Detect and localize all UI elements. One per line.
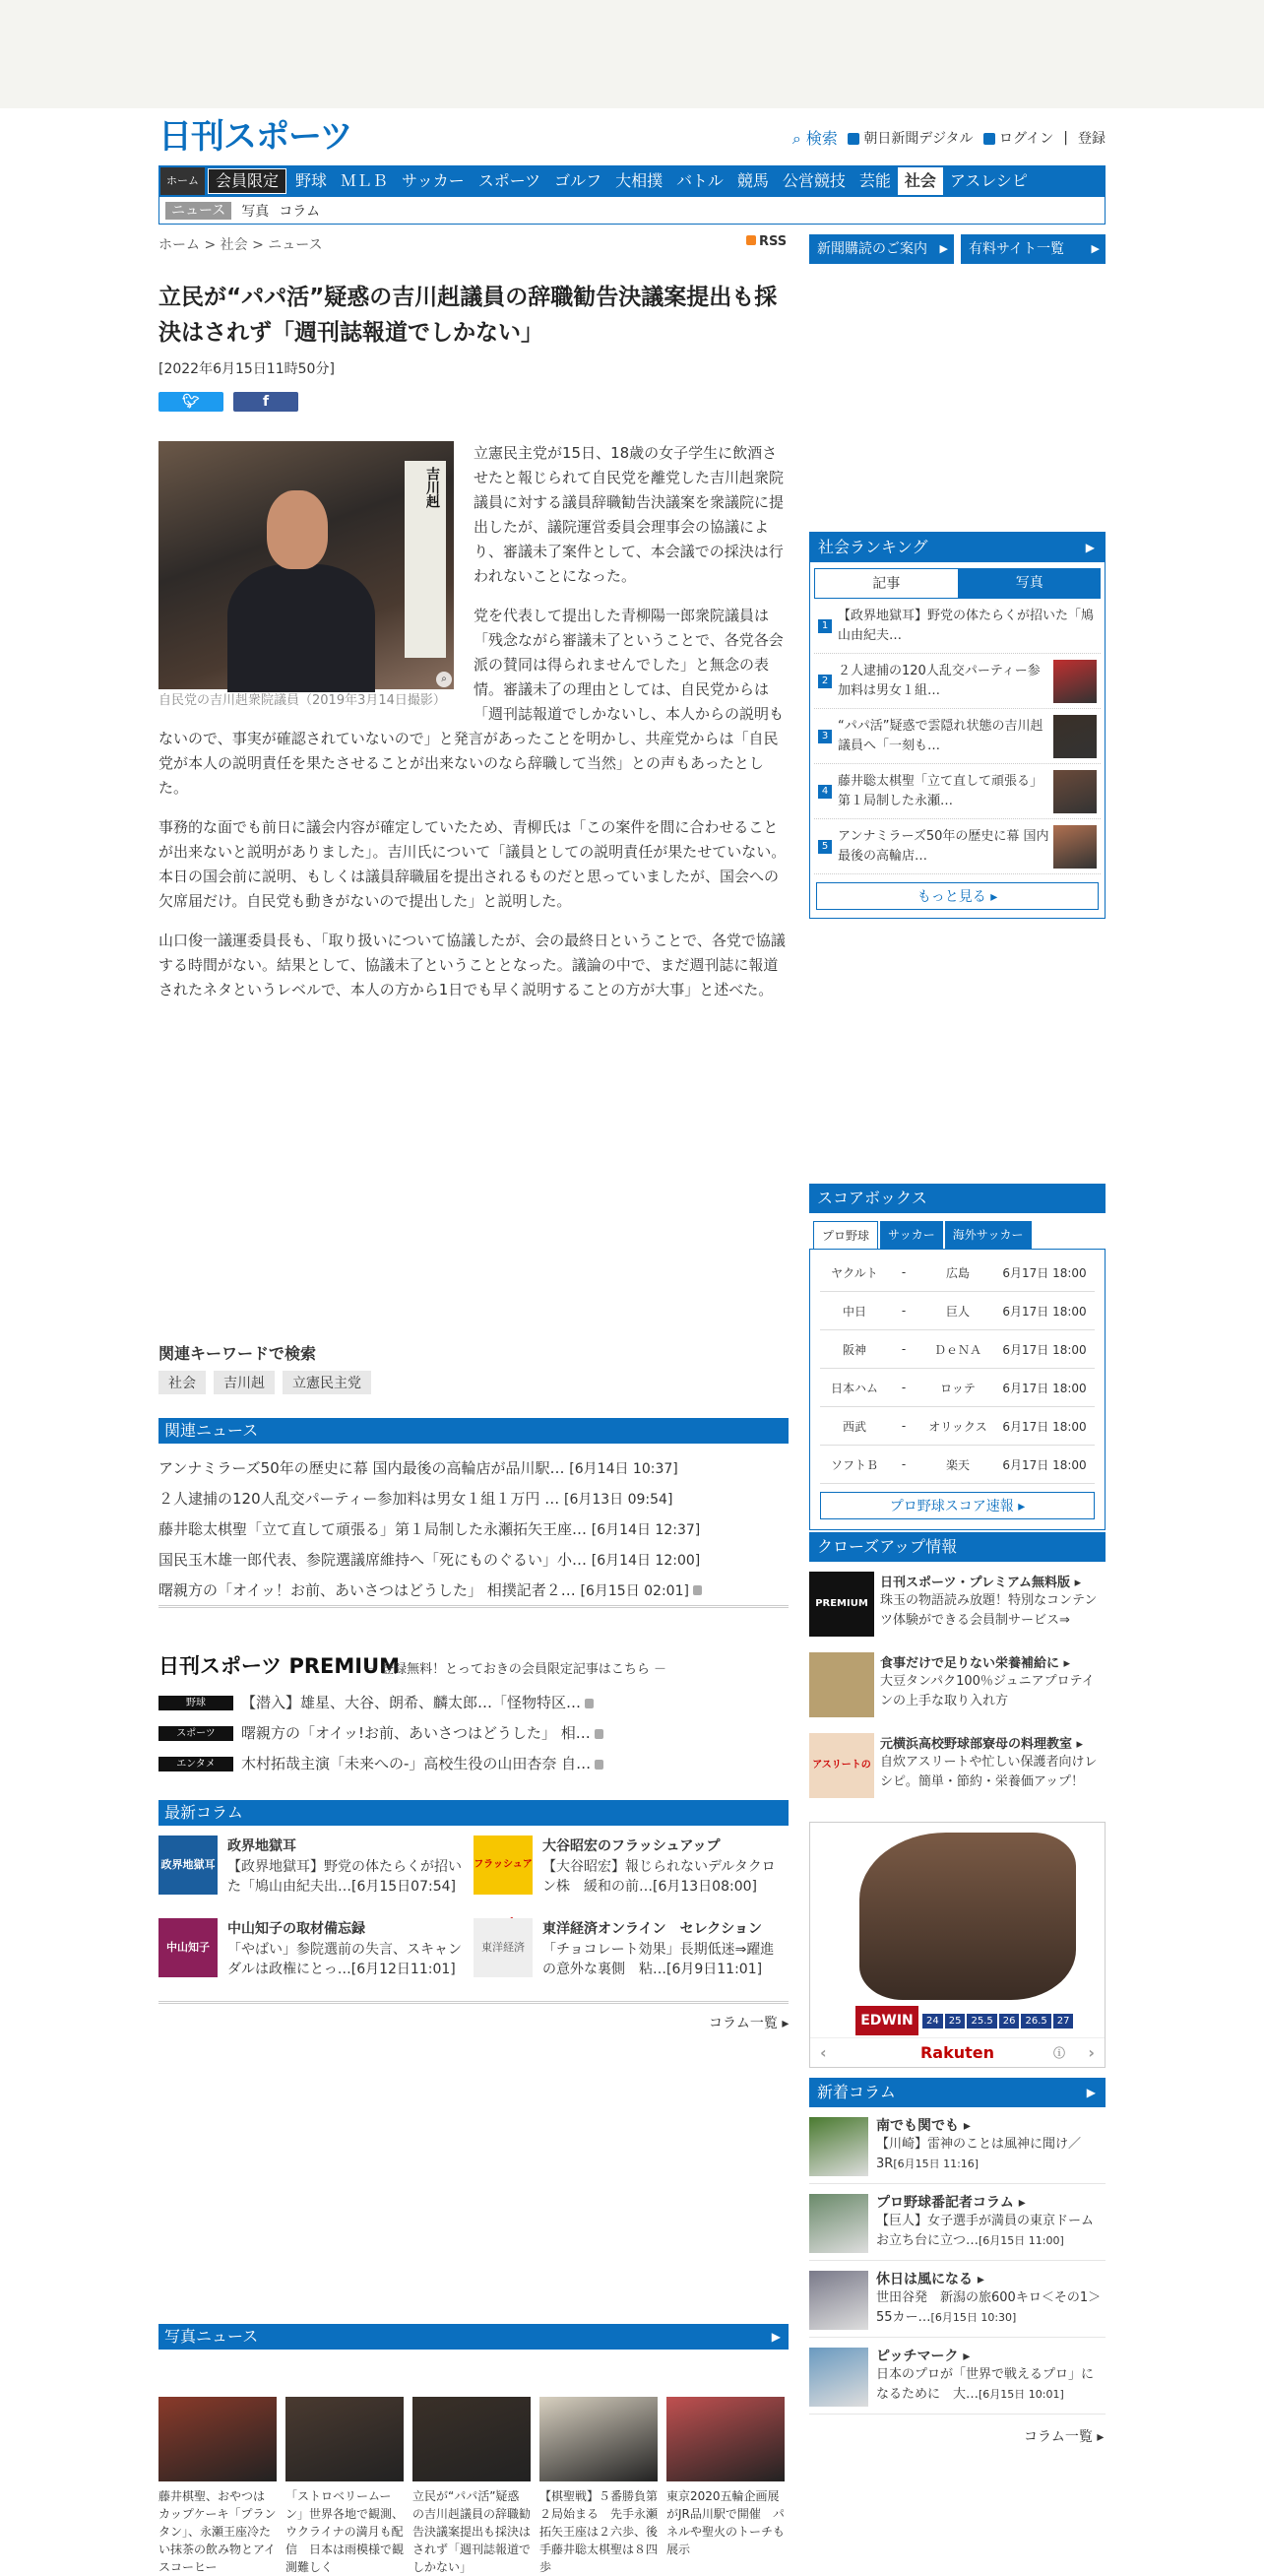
away-team: ロッテ: [940, 1381, 976, 1395]
score-table: [809, 1249, 1106, 1530]
nav-entertainment[interactable]: 芸能: [858, 171, 891, 190]
closeup-text: 大豆タンパク100％ジュニアプロテインの上手な取り入れ方: [880, 1674, 1095, 1708]
related-news-heading: 関連ニュース: [158, 1418, 789, 1444]
score-box: [809, 1184, 1106, 1530]
ranking-item[interactable]: [814, 764, 1101, 819]
tab-photos[interactable]: 写真: [959, 568, 1102, 598]
premium-note[interactable]: － 登録無料！とっておきの会員限定記事はこちら －: [364, 1662, 667, 1677]
sub-nav: [158, 197, 1106, 225]
twitter-icon: 🐦︎: [182, 394, 200, 410]
rank-title: “パパ活”疑惑で雲隠れ状態の吉川赳議員へ「一刻も…: [838, 718, 1043, 753]
away-team: 巨人: [945, 1304, 970, 1319]
facebook-share-button[interactable]: [233, 392, 298, 412]
asahi-icon: [848, 133, 859, 145]
header-links: [792, 126, 1106, 149]
new-columns-list-link[interactable]: コラム一覧 ▸: [1024, 2429, 1105, 2445]
closeup-list: [809, 1568, 1106, 1810]
nav-athrecipe[interactable]: アスレシピ: [949, 171, 1028, 190]
home-team: ソフトＢ: [830, 1457, 878, 1472]
chevron-right-icon: ▸: [1097, 2429, 1105, 2445]
column-text: 【大谷昭宏】報じられないデルタクロン株 緩和の前…[6月13日08:00]: [542, 1859, 776, 1895]
column-thumb: 東洋経済: [474, 1918, 533, 1977]
size-chip: 26.5: [1021, 2014, 1050, 2029]
chevron-right-icon: ▶: [939, 242, 948, 255]
score-rows: [820, 1254, 1095, 1484]
column-thumb: 政界地獄耳: [158, 1835, 218, 1895]
related-news-item[interactable]: 国民玉木雄一郎代表、参院選議席維持へ「死にものぐるい」小… [6月14日 12:00]: [158, 1551, 701, 1569]
new-column-item[interactable]: [809, 2107, 1106, 2184]
divider: [158, 2001, 789, 2004]
away-team: 楽天: [945, 1457, 970, 1472]
column-name: 政界地獄耳: [227, 1838, 296, 1854]
new-column-name: ピッチマーク ▸: [876, 2349, 971, 2364]
photo-news-list: [158, 2397, 789, 2574]
rank-number: 3: [818, 730, 832, 743]
closeup-thumb: [809, 1652, 874, 1717]
away-team: 広島: [945, 1265, 970, 1280]
rank-title: ２人逮捕の120人乱交パーティー参加料は男女１組…: [838, 663, 1041, 698]
closeup-item[interactable]: [809, 1648, 1106, 1729]
game-time: 6月17日 18:00: [1002, 1265, 1087, 1280]
game-time: 6月17日 18:00: [1002, 1342, 1087, 1357]
rank-number: 4: [818, 785, 832, 799]
breadcrumb[interactable]: ホーム > 社会 > ニュース: [158, 237, 323, 253]
chevron-right-icon: ▸: [959, 2118, 971, 2134]
game-time: 6月17日 18:00: [1002, 1419, 1087, 1434]
premium-item[interactable]: エンタメ 木村拓哉主演「未来への-」高校生役の山田杏奈 自…: [158, 1749, 789, 1779]
rank-thumb: [1053, 660, 1097, 703]
closeup-name: 食事だけで足りない栄養補給に ▸: [880, 1656, 1071, 1671]
score-row[interactable]: [820, 1330, 1095, 1369]
nav-golf[interactable]: ゴルフ: [554, 171, 602, 190]
rank-number: 5: [818, 840, 832, 854]
facebook-icon: f: [262, 394, 270, 410]
related-news-item[interactable]: 藤井聡太棋聖「立て直して頑張る」第１局制した永瀬拓矢王座… [6月14日 12:37]: [158, 1520, 701, 1538]
lock-icon: [693, 1585, 702, 1595]
score-row[interactable]: [820, 1254, 1095, 1292]
column-text: 【政界地獄耳】野党の体たらくが招いた「鳩山由紀夫出…[6月15日07:54]: [227, 1859, 462, 1895]
closeup-name: 元横浜高校野球部寮母の料理教室 ▸: [880, 1737, 1084, 1752]
home-team: ヤクルト: [831, 1265, 878, 1280]
rss-icon: [746, 235, 756, 245]
score-sep: -: [901, 1419, 907, 1433]
closeup-thumb: アスリートの: [809, 1733, 874, 1798]
user-icon: [983, 133, 995, 145]
score-sep: -: [901, 1457, 907, 1471]
new-column-thumb: [809, 2194, 868, 2253]
photo-news-title: 【棋聖戦】５番勝負第２局始まる 先手永瀬拓矢王座は２六歩、後手藤井聡太棋聖は８四歩: [539, 2489, 659, 2574]
nav-home[interactable]: ホーム: [160, 167, 205, 195]
rank-title: 【政界地獄耳】野党の体たらくが招いた「鳩山由紀夫…: [838, 608, 1095, 643]
tab-soccer[interactable]: サッカー: [880, 1221, 943, 1249]
lock-icon: [595, 1729, 603, 1739]
related-news-item[interactable]: アンナミラーズ50年の歴史に幕 国内最後の高輪店が品川駅… [6月14日 10:37]: [158, 1459, 678, 1477]
column-thumb: フラッシュア: [474, 1835, 533, 1895]
size-chip: 26: [999, 2014, 1020, 2029]
photo-news-title: 「ストロベリームーン」世界各地で観測、ウクライナの満月も配信 日本は雨模様で観測難しく: [285, 2489, 405, 2574]
new-column-thumb: [809, 2271, 868, 2330]
zoom-icon[interactable]: ⌕: [436, 672, 452, 687]
size-chip: 25: [945, 2014, 966, 2029]
asahi-link[interactable]: 朝日新聞デジタル: [848, 128, 974, 148]
chevron-right-icon: ▶: [1091, 242, 1100, 255]
closeup-text: 自炊アスリートや忙しい保護者向けレシピ。簡単・節約・栄養価アップ！: [880, 1755, 1098, 1789]
keyword-tag[interactable]: 立憲民主党: [283, 1371, 371, 1394]
photo-news-heading: 写真ニュース ▶: [158, 2324, 789, 2350]
column-text: 「チョコレート効果」長期低迷⇒躍進の意外な裏側 粘…[6月9日11:01]: [542, 1942, 775, 1977]
new-column-name: 休日は風になる ▸: [876, 2272, 984, 2287]
ranking-item[interactable]: [814, 819, 1101, 874]
score-row[interactable]: [820, 1292, 1095, 1330]
closeup-item[interactable]: [809, 1729, 1106, 1810]
column-name: 大谷昭宏のフラッシュアップ: [542, 1838, 721, 1854]
info-icon[interactable]: ⓘ: [1052, 2046, 1065, 2060]
ranking-heading[interactable]: 社会ランキング ▶: [810, 533, 1105, 562]
game-time: 6月17日 18:00: [1002, 1304, 1087, 1319]
shoe-ad[interactable]: [809, 1822, 1106, 2068]
closeup-heading: クローズアップ情報: [809, 1532, 1106, 1562]
photo-news-title: 立民が“パパ活”疑惑の吉川赳議員の辞職勧告決議案提出も採決はされず「週刊誌報道でしかない」: [412, 2489, 532, 2574]
chevron-right-icon: ▸: [973, 2272, 984, 2287]
subnav-photo[interactable]: 写真: [241, 203, 270, 220]
search-link[interactable]: ⌕ 検索: [791, 129, 838, 148]
score-sep: -: [901, 1381, 907, 1394]
chevron-right-icon: ▸: [1070, 1576, 1082, 1590]
chevron-right-icon: ▸: [1013, 2195, 1026, 2211]
ranking-list: [814, 598, 1101, 874]
rank-thumb: [1053, 770, 1097, 813]
score-row[interactable]: [820, 1446, 1095, 1484]
score-sep: -: [901, 1304, 907, 1318]
photo-news-title: 東京2020五輪企画展がJR品川駅で開催 パネルや聖火のトーチも展示: [666, 2489, 786, 2556]
new-columns-list: [809, 2107, 1114, 2415]
register-link[interactable]: 登録: [1078, 130, 1106, 147]
keyword-tag[interactable]: 吉川赳: [214, 1371, 275, 1394]
score-tabs: [809, 1221, 1106, 1249]
closeup-item[interactable]: [809, 1568, 1106, 1648]
subnav-news[interactable]: ニュース: [165, 202, 231, 220]
photo-news-item[interactable]: [158, 2397, 277, 2574]
new-column-item[interactable]: [809, 2184, 1106, 2261]
new-column-name: プロ野球番記者コラム ▸: [876, 2195, 1026, 2211]
site-logo[interactable]: 日刊スポーツ: [158, 117, 352, 157]
premium-tag: スポーツ: [158, 1726, 233, 1741]
lock-icon: [585, 1699, 594, 1708]
chevron-right-icon: ▸: [1018, 1499, 1026, 1514]
rank-title: アンナミラーズ50年の歴史に幕 国内最後の高輪店…: [838, 828, 1049, 864]
chevron-right-icon: ▶: [771, 2330, 781, 2344]
size-chip: 25.5: [967, 2014, 996, 2029]
photo-news-item[interactable]: [412, 2397, 532, 2574]
score-row[interactable]: [820, 1369, 1095, 1407]
photo-nameplate: 吉川赳: [405, 461, 446, 658]
closeup-text: 珠玉の物語読み放題！特別なコンテンツ体験ができる会員制サービス⇒: [880, 1593, 1098, 1628]
score-row[interactable]: [820, 1407, 1095, 1446]
photo-news-item[interactable]: [285, 2397, 405, 2574]
keyword-tags: [158, 1371, 371, 1394]
related-news-item[interactable]: 曙親方の「オイッ！お前、あいさつはどうした」 相撲記者２… [6月15日 02:01]: [158, 1576, 789, 1606]
keywords-heading: 関連キーワードで検索: [158, 1344, 317, 1363]
new-column-item[interactable]: [809, 2338, 1106, 2415]
new-column-item[interactable]: [809, 2261, 1114, 2338]
nav-society[interactable]: 社会: [898, 167, 943, 195]
lock-icon: [595, 1760, 603, 1770]
rank-thumb: [1053, 825, 1097, 869]
ranking-item[interactable]: [814, 709, 1101, 764]
closeup-name: 日刊スポーツ・プレミアム無料版 ▸: [880, 1576, 1082, 1590]
premium-item[interactable]: スポーツ 曙親方の「オイッ!お前、あいさつはどうした」 相…: [158, 1718, 789, 1749]
photo-news-item[interactable]: [666, 2397, 786, 2556]
nav-public-race[interactable]: 公営競技: [782, 171, 846, 190]
premium-tag: 野球: [158, 1696, 233, 1710]
chevron-right-icon: ▸: [958, 2349, 971, 2364]
rss-link[interactable]: RSS: [746, 234, 787, 249]
score-more-button[interactable]: プロ野球スコア速報 ▸: [820, 1492, 1095, 1519]
ranking-tabs: [814, 568, 1101, 598]
subnav-column[interactable]: コラム: [279, 203, 321, 220]
nav-keiba[interactable]: 競馬: [736, 171, 769, 190]
shoe-image: [859, 1833, 1076, 2000]
premium-logo[interactable]: 日刊スポーツ PREMIUM: [158, 1654, 401, 1678]
column-name: 東洋経済オンライン セレクション: [542, 1921, 763, 1937]
premium-tag: エンタメ: [158, 1757, 233, 1771]
premium-list: [158, 1688, 789, 1779]
photo-news-item[interactable]: [539, 2397, 659, 2574]
away-team: ＤｅＮＡ: [933, 1342, 981, 1357]
subscription-button[interactable]: 新聞購読のご案内 ▶: [809, 234, 954, 264]
tab-articles[interactable]: 記事: [814, 568, 959, 598]
photo-news-thumb: [285, 2397, 404, 2481]
chevron-right-icon: ▶: [1086, 2086, 1096, 2099]
ranking-item[interactable]: [814, 654, 1101, 709]
photo-float-space: [158, 441, 474, 713]
photo-news-thumb: [158, 2397, 277, 2481]
photo-caption: 自民党の吉川赳衆院議員（2019年3月14日撮影）: [158, 693, 446, 708]
article-paragraph: 事務的な面でも前日に議会内容が確定していたため、青柳氏は「この案件を間に合わせることが出来ないと説明がありました」。吉川氏について「議員としての説明責任が果たせていない。本日の国会前に説明、もしくは議員辞職届を提出されるものだと思っていましたが、国会への欠席届だけ。自民党も動きがないので提出した」と説明した。: [158, 818, 787, 910]
rank-number: 1: [818, 619, 832, 633]
closeup-box: [809, 1532, 1106, 1810]
rank-title: 藤井聡太棋聖「立て直して頑張る」第１局制した永瀬…: [838, 773, 1043, 808]
size-chip: 24: [922, 2014, 943, 2029]
nav-sumo[interactable]: 大相撲: [615, 171, 664, 190]
chevron-right-icon: ▸: [782, 2016, 790, 2031]
score-heading: スコアボックス: [809, 1184, 1106, 1213]
article-date: [2022年6月15日11時50分]: [158, 361, 335, 377]
new-column-text: 世田谷発 新潟の旅600キロ＜その1＞ 55カー…[6月15日 10:30]: [876, 2290, 1114, 2325]
tab-pro-baseball[interactable]: プロ野球: [813, 1221, 878, 1249]
new-columns-box: [809, 2078, 1114, 2415]
article-paragraph: 党を代表して提出した青柳陽一郎衆院議員は「残念ながら審議未了ということで、各党各会派の賛同は得られませんでした」と無念の表情。審議未了の理由としては、自民党からは「週刊誌報道でしかないし、本人からの説明もないので、事実が確認されていないので」と発言があったことを明かし、共産党からは「自民党が本人の説明責任を果たさせることが出来ないのなら辞職して当然」との声もあったとした。: [158, 607, 785, 797]
divider: [158, 1605, 789, 1608]
ranking-box: [809, 532, 1106, 919]
new-column-name: 南でも関でも ▸: [876, 2118, 971, 2134]
chevron-right-icon: ▸: [990, 889, 998, 905]
nav-baseball[interactable]: 野球: [295, 171, 328, 190]
ranking-item[interactable]: [814, 599, 1101, 654]
rakuten-logo: ‹ Rakuten ⓘ ›: [810, 2037, 1105, 2067]
new-columns-heading[interactable]: 新着コラム ▶: [809, 2078, 1106, 2107]
chevron-right-icon: ▸: [1072, 1737, 1084, 1752]
size-chips: [922, 2014, 1073, 2029]
column-thumb: 中山知子: [158, 1918, 218, 1977]
column-name: 中山知子の取材備忘録: [227, 1921, 365, 1937]
away-team: オリックス: [928, 1419, 987, 1434]
new-column-text: 【川崎】雷神のことは風神に聞け／3R[6月15日 11:16]: [876, 2137, 1082, 2171]
article-paragraph: 立憲民主党が15日、18歳の女子学生に飲酒させたと報じられて自民党を離党した吉川赳衆院議員に対する議員辞職勧告決議案を衆議院に提出したが、議院運営委員会理事会の協議により、審議未了案件として、本会議での採決は行われないことになった。: [474, 444, 785, 585]
score-sep: -: [901, 1342, 907, 1356]
nav-member[interactable]: 会員限定: [208, 168, 286, 194]
tab-overseas-soccer[interactable]: 海外サッカー: [945, 1221, 1032, 1249]
column-text: 「やばい」参院選前の失言、スキャンダルは政権にとっ…[6月12日11:01]: [227, 1942, 462, 1977]
home-team: 中日: [842, 1304, 866, 1319]
nav-mlb[interactable]: ＭＬＢ: [341, 171, 389, 190]
chevron-left-icon[interactable]: ‹: [820, 2043, 827, 2062]
global-nav: [158, 165, 1106, 197]
top-ad-banner: [0, 0, 1264, 108]
twitter-share-button[interactable]: [158, 392, 223, 412]
rank-thumb: [1053, 715, 1097, 758]
new-column-text: 日本のプロが「世界で戦えるプロ」になるために 大…[6月15日 10:01]: [876, 2367, 1095, 2402]
related-news-item[interactable]: ２人逮捕の120人乱交パーティー参加料は男女１組１万円 … [6月13日 09:54]: [158, 1490, 673, 1508]
photo-news-thumb: [539, 2397, 658, 2481]
chevron-right-icon[interactable]: ›: [1088, 2043, 1095, 2062]
game-time: 6月17日 18:00: [1002, 1381, 1087, 1395]
home-team: 西武: [842, 1419, 866, 1434]
home-team: 阪神: [842, 1342, 866, 1357]
photo-news-title: 藤井棋聖、おやつはカップケーキ「プランタン」、永瀬王座冷たい抹茶の飲み物とアイスコーヒー: [158, 2489, 277, 2574]
premium-item[interactable]: 野球 【潜入】雄星、大谷、朗希、麟太郎…「怪物特区…: [158, 1688, 789, 1718]
rank-number: 2: [818, 675, 832, 688]
new-column-text: 【巨人】女子選手が満員の東京ドームお立ち台に立つ…[6月15日 11:00]: [876, 2214, 1095, 2248]
article-title: 立民が“パパ活”疑惑の吉川赳議員の辞職勧告決議案提出も採決はされず「週刊誌報道でしかない」: [158, 285, 778, 346]
nav-battle[interactable]: バトル: [676, 171, 724, 190]
chevron-right-icon: ▶: [1085, 541, 1095, 554]
home-team: 日本ハム: [830, 1381, 878, 1395]
nav-soccer[interactable]: サッカー: [402, 171, 465, 190]
chevron-right-icon: ▸: [1059, 1656, 1071, 1671]
paid-sites-button[interactable]: 有料サイト一覧 ▶: [961, 234, 1106, 264]
search-icon: ⌕: [791, 129, 801, 148]
score-sep: -: [901, 1265, 907, 1279]
closeup-thumb: PREMIUM: [809, 1572, 874, 1637]
keyword-tag[interactable]: 社会: [158, 1371, 206, 1394]
edwin-logo: EDWIN: [855, 2006, 918, 2035]
photo-news-thumb: [666, 2397, 785, 2481]
column-list-link[interactable]: コラム一覧 ▸: [709, 2016, 790, 2031]
new-column-thumb: [809, 2348, 868, 2407]
photo-news-thumb: [412, 2397, 531, 2481]
related-news-list: [158, 1453, 789, 1606]
game-time: 6月17日 18:00: [1002, 1457, 1087, 1472]
article-paragraph: 山口俊一議運委員長も、「取り扱いについて協議したが、会の最終日ということで、各党で協議する時間がない。結果として、協議未了ということとなった。議論の中で、まだ週刊誌に報道されたネタというレベルで、本人の方から1日でも早く説明することの方が大事」と述べた。: [158, 932, 786, 998]
new-column-thumb: [809, 2117, 868, 2176]
login-link[interactable]: ログイン: [983, 128, 1054, 148]
article-body: [158, 441, 789, 1017]
share-buttons: [158, 392, 298, 412]
nav-sports[interactable]: スポーツ: [477, 171, 541, 190]
latest-columns-heading: 最新コラム: [158, 1800, 789, 1826]
ranking-more-button[interactable]: もっと見る ▸: [816, 882, 1099, 910]
size-chip: 27: [1053, 2014, 1074, 2029]
header-separator: |: [1063, 129, 1068, 146]
